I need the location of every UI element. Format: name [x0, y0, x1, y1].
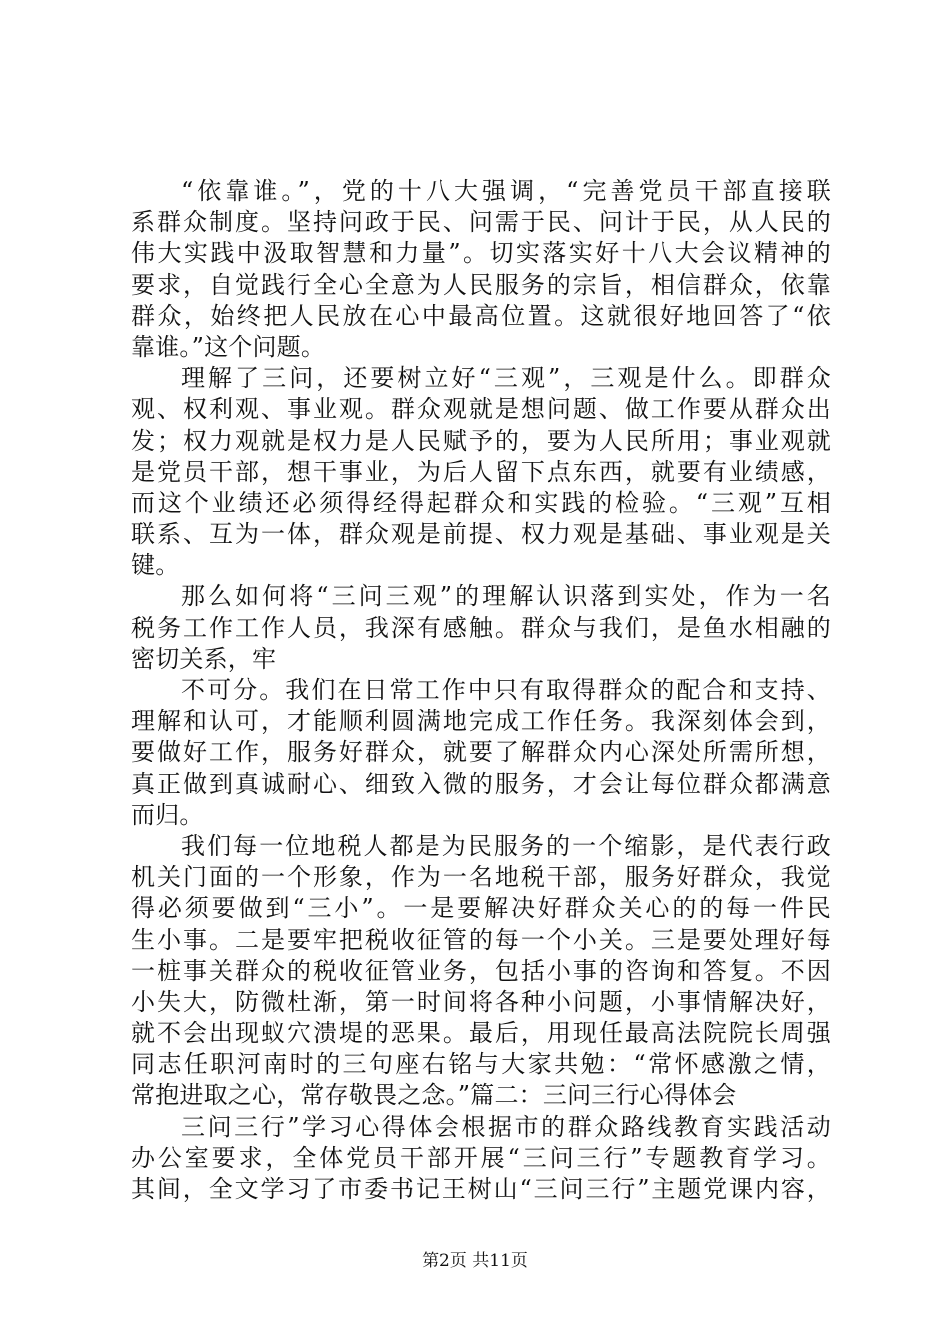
text-line: 要做好工作，服务好群众，就要了解群众内心深处所需所想， [131, 738, 831, 767]
text-line: 三问三行”学习心得体会根据市的群众路线教育实践活动 [181, 1112, 831, 1141]
text-line: 系群众制度。坚持问政于民、问需于民、问计于民，从人民的 [131, 208, 831, 237]
text-line: 而归。 [131, 800, 204, 829]
document-body [131, 176, 831, 1205]
text-line: 办公室要求，全体党员干部开展“三问三行”专题教育学习。 [131, 1143, 831, 1172]
page-footer: 第2页 共11页 [422, 1251, 528, 1271]
text-line: 理解和认可，才能顺利圆满地完成工作任务。我深刻体会到， [131, 707, 831, 736]
text-line: 常抱进取之心，常存敬畏之念。”篇二：三问三行心得体会 [131, 1081, 737, 1110]
text-line: 得必须要做到“三小”。一是要解决好群众关心的的每一件民 [131, 894, 831, 923]
text-line: 机关门面的一个形象，作为一名地税干部，服务好群众，我觉 [131, 863, 831, 892]
text-line: 税务工作工作人员，我深有感触。群众与我们，是鱼水相融的 [131, 613, 831, 642]
text-line: 键。 [131, 551, 180, 580]
text-line: 群众，始终把人民放在心中最高位置。这就很好地回答了“依 [131, 301, 831, 330]
text-line: 理解了三问，还要树立好“三观”，三观是什么。即群众 [181, 364, 831, 393]
text-line: 我们每一位地税人都是为民服务的一个缩影，是代表行政 [181, 831, 831, 860]
text-line: 就不会出现蚁穴溃堤的恶果。最后，用现任最高法院院长周强 [131, 1019, 831, 1048]
text-line: 而这个业绩还必须得经得起群众和实践的检验。“三观”互相 [131, 488, 831, 517]
text-line: 小失大，防微杜渐，第一时间将各种小问题，小事情解决好， [131, 987, 831, 1016]
paragraph [131, 675, 831, 831]
text-line: 伟大实践中汲取智慧和力量”。切实落实好十八大会议精神的 [131, 239, 831, 268]
text-line: 那么如何将“三问三观”的理解认识落到实处，作为一名 [181, 582, 831, 611]
paragraph [131, 581, 831, 675]
text-line: 联系、互为一体，群众观是前提、权力观是基础、事业观是关 [131, 520, 831, 549]
text-line: 一桩事关群众的税收征管业务，包括小事的咨询和答复。不因 [131, 956, 831, 985]
text-line: “依靠谁。”，党的十八大强调，“完善党员干部直接联 [181, 177, 831, 205]
text-line: 靠谁。”这个问题。 [131, 332, 326, 361]
text-line: 观、权利观、事业观。群众观就是想问题、做工作要从群众出 [131, 395, 831, 424]
text-line: 是党员干部，想干事业，为后人留下点东西，就要有业绩感， [131, 457, 831, 486]
text-line: 不可分。我们在日常工作中只有取得群众的配合和支持、 [181, 676, 831, 704]
paragraph [131, 1112, 831, 1206]
text-line: 密切关系，牢 [131, 644, 277, 673]
text-line: 其间，全文学习了市委书记王树山“三问三行”主题党课内容， [131, 1175, 831, 1203]
text-line: 发；权力观就是权力是人民赋予的，要为人民所用；事业观就 [131, 426, 831, 455]
text-line: 同志任职河南时的三句座右铭与大家共勉：“常怀感激之情， [131, 1050, 831, 1079]
text-line: 真正做到真诚耐心、细致入微的服务，才会让每位群众都满意 [131, 769, 831, 798]
text-line: 生小事。二是要牢把税收征管的每一个小关。三是要处理好每 [131, 925, 831, 954]
paragraph [131, 363, 831, 581]
text-line: 要求，自觉践行全心全意为人民服务的宗旨，相信群众，依靠 [131, 270, 831, 299]
paragraph [131, 831, 831, 1112]
paragraph [131, 176, 831, 363]
